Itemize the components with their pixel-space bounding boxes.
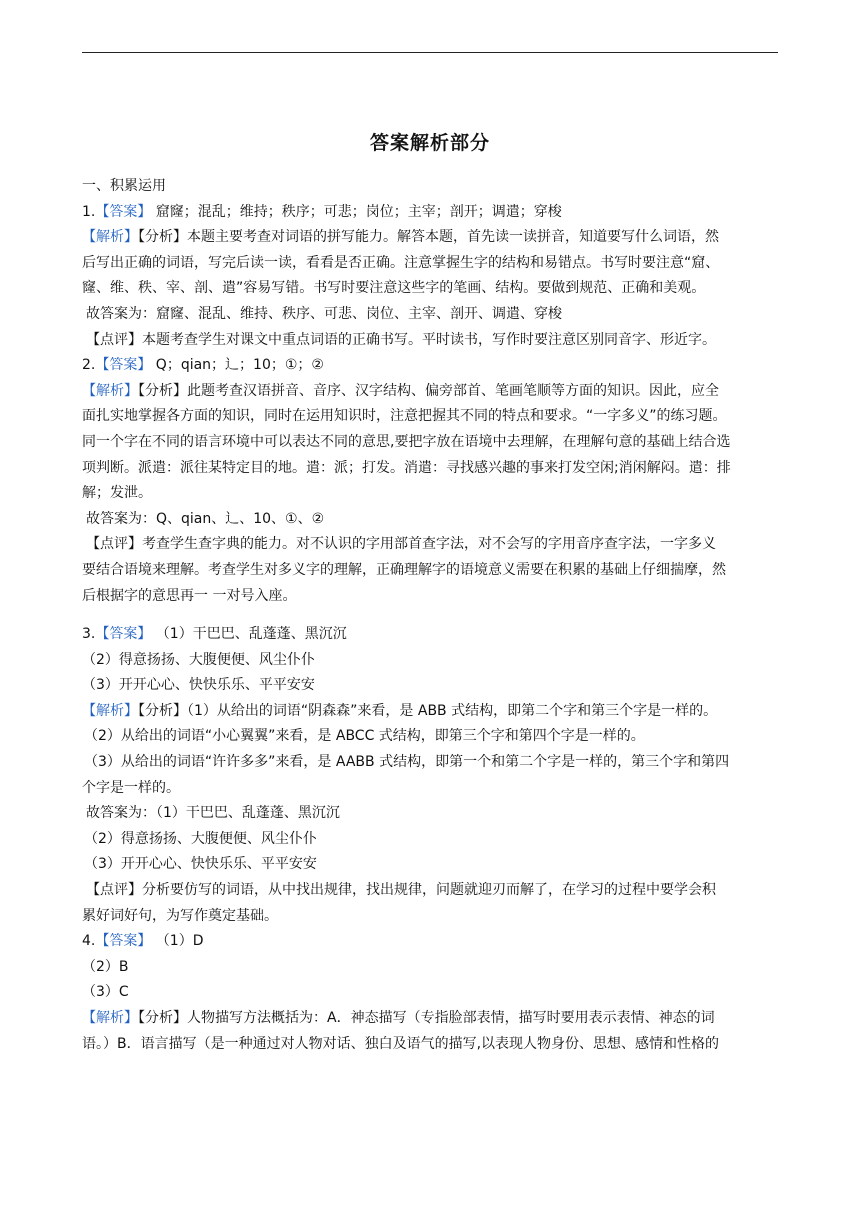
q4-answer-item: （3）C — [82, 984, 129, 1001]
q4-answer-line: 4.【答案】 （1）D — [82, 933, 204, 950]
answer-tag: 【答案】 — [95, 357, 152, 374]
answer-tag: 【答案】 — [95, 626, 152, 643]
q3-conclusion: 故答案为：（1）干巴巴、乱蓬蓬、黑沉沉 — [86, 805, 340, 822]
analysis-tag: 【解析】 — [82, 1010, 138, 1026]
q3-answer-line: 3.【答案】 （1）干巴巴、乱蓬蓬、黑沉沉 — [82, 626, 347, 643]
analysis-tag: 【解析】 — [82, 702, 138, 719]
q1-line: 后写出正确的词语，写完后读一读，看看是否正确。注意掌握生字的结构和易错点。书写时要注意“窟、 — [82, 254, 720, 271]
q2-comment: 【点评】考查学生查字典的能力。对不认识的字用部首查字法，对不会写的字用音序查字法，一字多义 — [86, 536, 716, 553]
q4-line: 语。）B．语言描写（是一种通过对人物对话、独白及语气的描写,以表现人物身份、思想、感情和性格的 — [82, 1035, 720, 1052]
q2-line: 同一个字在不同的语言环境中可以表达不同的意思,要把字放在语境中去理解，在理解句意的基础上结合选 — [82, 433, 731, 450]
q2-line: 要结合语境来理解。考查学生对多义字的理解，正确理解字的语境意义需要在积累的基础上仔细揣摩，然 — [82, 561, 726, 578]
analysis-tag: 【解析】 — [82, 229, 138, 246]
q1-conclusion: 故答案为：窟窿、混乱、维持、秩序、可悲、岗位、主宰、剖开、调遣、穿梭 — [86, 305, 562, 322]
answer-tag: 【答案】 — [95, 203, 152, 220]
page-title: 答案解析部分 — [369, 132, 490, 154]
spacer — [82, 609, 778, 622]
q1-line: 窿、维、秩、宰、剖、遣”容易写错。书写时要注意这些字的笔画、结构。要做到规范、正确和美观。 — [82, 280, 706, 297]
q2-line: 解；发泄。 — [82, 485, 152, 502]
q2-conclusion: 故答案为：Q、qian、辶、10、①、② — [86, 510, 325, 527]
q2-line: 后根据字的意思再一 一对号入座。 — [82, 587, 297, 604]
answer-body — [82, 174, 778, 1057]
q3-line: 个字是一样的。 — [82, 779, 180, 796]
q4-answer-item: （2）B — [82, 958, 129, 975]
q1-comment: 【点评】本题考查学生对课文中重点词语的正确书写。平时读书，写作时要注意区别同音字、形近字。 — [86, 331, 716, 348]
q3-comment: 【点评】分析要仿写的词语，从中找出规律，找出规律，问题就迎刃而解了，在学习的过程中要学会积 — [86, 882, 716, 899]
header-rule — [82, 52, 778, 53]
answer-tag: 【答案】 — [95, 933, 152, 950]
q3-answer-item: （3）开开心心、快快乐乐、平平安安 — [82, 677, 315, 694]
q1-analysis-line: 【解析】【分析】本题主要考查对词语的拼写能力。解答本题，首先读一读拼音，知道要写什么词语，然 — [82, 229, 719, 246]
q3-line: 累好词好句，为写作奠定基础。 — [82, 907, 278, 924]
q2-line: 面扎实地掌握各方面的知识，同时在运用知识时，注意把握其不同的特点和要求。“一字多义”的练习题。 — [82, 408, 727, 425]
q1-answer-line: 1.【答案】 窟窿；混乱；维持；秩序；可悲；岗位；主宰；剖开；调遣；穿梭 — [82, 203, 562, 220]
q3-answer-item: （2）得意扬扬、大腹便便、风尘仆仆 — [82, 651, 315, 668]
q2-line: 项判断。派遣：派往某特定目的地。遣：派；打发。消遣：寻找感兴趣的事来打发空闲;消闲解闷。遣：排 — [82, 459, 731, 476]
q3-line: （3）从给出的词语“许许多多”来看，是 AABB 式结构，即第一个和第二个字是一样的，第三个字和第四 — [84, 754, 730, 771]
analysis-tag: 【解析】 — [82, 382, 138, 399]
q2-analysis-line: 【解析】【分析】此题考查汉语拼音、音序、汉字结构、偏旁部首、笔画笔顺等方面的知识。因此，应全 — [82, 382, 719, 399]
q4-analysis-line: 【解析】【分析】人物描写方法概括为：A．神态描写（专指脸部表情，描写时要用表示表情、神态的词 — [82, 1010, 715, 1026]
section-heading: 一、积累运用 — [82, 178, 166, 194]
q3-line: （2）得意扬扬、大腹便便、风尘仆仆 — [84, 830, 317, 847]
q2-answer-line: 2.【答案】 Q；qian；辶；10；①；② — [82, 357, 324, 374]
q3-analysis-line: 【解析】【分析】（1）从给出的词语“阴森森”来看，是 ABB 式结构，即第二个字和第三个字是一样的。 — [82, 702, 718, 719]
q3-line: （3）开开心心、快快乐乐、平平安安 — [84, 856, 317, 873]
q3-line: （2）从给出的词语“小心翼翼”来看，是 ABCC 式结构，即第三个字和第四个字是一样的。 — [84, 728, 645, 745]
